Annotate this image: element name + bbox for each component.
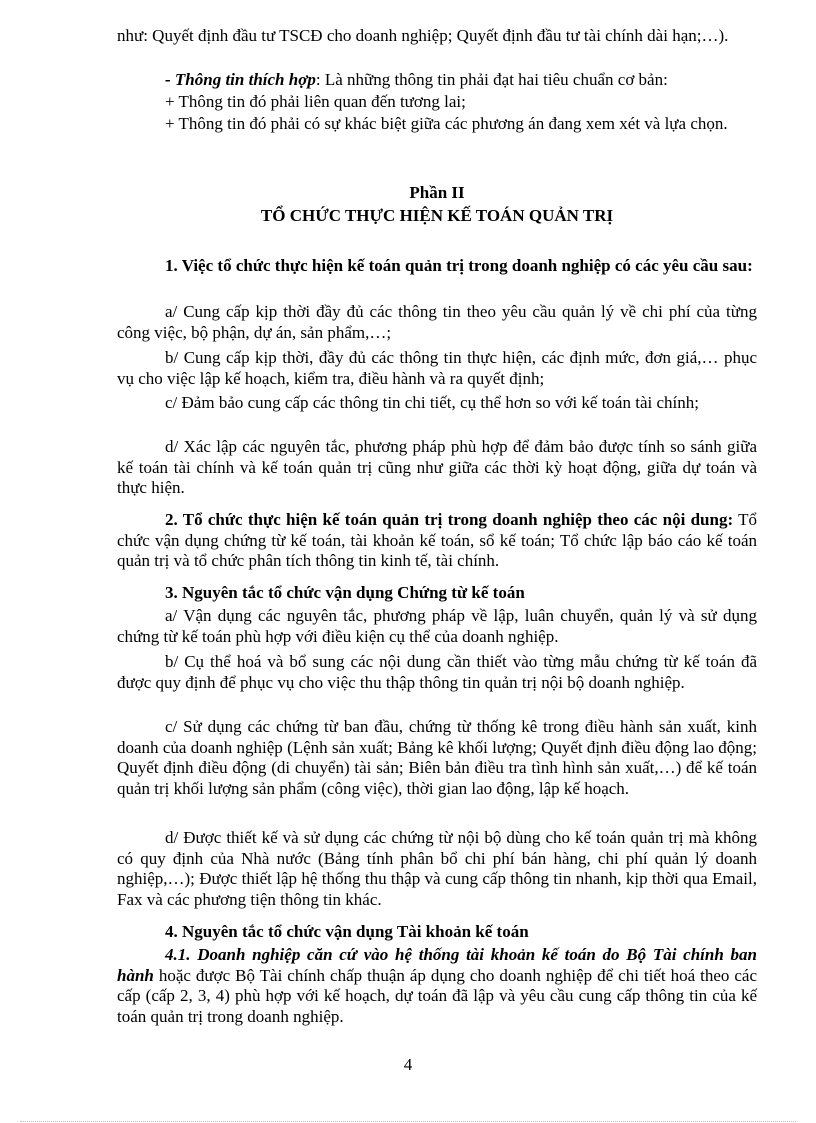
part-title: TỔ CHỨC THỰC HIỆN KẾ TOÁN QUẢN TRỊ — [260, 206, 614, 225]
section-3-item-c: c/ Sử dụng các chứng từ ban đầu, chứng từ thống kê trong điều hành sản xuất, kinh doanh của doanh nghiệp (Lệnh sản xuất; Bảng kê khối lượng; Quyết định điều động lao động; Quyết định điều động (di chuyển) tài sản; Biên bản điều tra tình hình sản xuất,…) để kế toán quản trị khối lượng sản phẩm (công việc), thời gian lao động, lập kế hoạch. — [117, 717, 757, 798]
criteria-2: + Thông tin đó phải có sự khác biệt giữa các phương án đang xem xét và lựa chọn. — [165, 114, 728, 133]
section-3-item-a: a/ Vận dụng các nguyên tắc, phương pháp về lập, luân chuyển, quản lý và sử dụng chứng từ kế toán phù hợp với điều kiện cụ thể của doanh nghiệp. — [117, 606, 757, 646]
section-3-item-d: d/ Được thiết kế và sử dụng các chứng từ nội bộ dùng cho kế toán quản trị mà không có quy định của Nhà nước (Bảng tính phân bổ chi phí bán hàng, chi phí quản lý doanh nghiệp,…); Được thiết lập hệ thống thu thập và cung cấp thông tin nhanh, kịp thời qua Email, Fax và các phương tiện thông tin khác. — [117, 828, 757, 909]
section-1-heading: 1. Việc tổ chức thực hiện kế toán quản trị trong doanh nghiệp có các yêu cầu sau: — [165, 256, 753, 275]
part-label: Phần II — [409, 183, 465, 202]
section-1-item-c: c/ Đảm bảo cung cấp các thông tin chi tiết, cụ thể hơn so với kế toán tài chính; — [165, 393, 699, 412]
section-3-item-b: b/ Cụ thể hoá và bổ sung các nội dung cần thiết vào từng mẫu chứng từ kế toán đã được quy định để phục vụ cho việc thu thập thông tin quản trị nội bộ doanh nghiệp. — [117, 652, 757, 692]
section-1-item-b: b/ Cung cấp kịp thời, đầy đủ các thông tin thực hiện, các định mức, đơn giá,… phục vụ cho việc lập kế hoạch, kiểm tra, điều hành và ra quyết định; — [117, 348, 757, 388]
section-4-heading: 4. Nguyên tắc tổ chức vận dụng Tài khoản kế toán — [165, 922, 529, 941]
page-bottom-divider — [20, 1121, 796, 1122]
criteria-1: + Thông tin đó phải liên quan đến tương lai; — [165, 92, 466, 111]
relevant-info-label: - Thông tin thích hợp — [165, 70, 316, 89]
section-2-heading: 2. Tổ chức thực hiện kế toán quản trị trong doanh nghiệp theo các nội dung: — [165, 510, 734, 529]
intro-paragraph: như: Quyết định đầu tư TSCĐ cho doanh nghiệp; Quyết định đầu tư tài chính dài hạn;…). — [117, 26, 729, 45]
relevant-info-definition: - Thông tin thích hợp: Là những thông tin phải đạt hai tiêu chuẩn cơ bản: — [165, 70, 668, 89]
section-4-1-label: 4.1. Doanh nghiệp căn cứ vào hệ thống tài khoản kế toán do Bộ Tài chính ban hành — [117, 945, 757, 985]
section-1-item-d: d/ Xác lập các nguyên tắc, phương pháp phù hợp để đảm bảo được tính so sánh giữa kế toán tài chính và kế toán quản trị cũng như giữa các thời kỳ hoạt động, giữa dự toán và thực hiện. — [117, 437, 757, 497]
section-1-item-a: a/ Cung cấp kịp thời đầy đủ các thông tin theo yêu cầu quản lý về chi phí của từng công việc, bộ phận, dự án, sản phẩm,…; — [117, 302, 757, 342]
section-4-1-paragraph: 4.1. Doanh nghiệp căn cứ vào hệ thống tài khoản kế toán do Bộ Tài chính ban hành hoặc được Bộ Tài chính chấp thuận áp dụng cho doanh nghiệp để chi tiết hoá theo các cấp (cấp 2, 3, 4) phù hợp với kế hoạch, dự toán đã lập và yêu cầu cung cấp thông tin của kế toán quản trị trong doanh nghiệp. — [117, 945, 757, 1026]
section-2-paragraph: 2. Tổ chức thực hiện kế toán quản trị trong doanh nghiệp theo các nội dung: Tổ chức vận dụng chứng từ kế toán, tài khoản kế toán, sổ kế toán; Tổ chức lập báo cáo kế toán quản trị và tổ chức phân tích thông tin kinh tế, tài chính. — [117, 510, 757, 570]
section-3-heading: 3. Nguyên tắc tổ chức vận dụng Chứng từ kế toán — [165, 583, 525, 602]
page-number: 4 — [403, 1055, 413, 1074]
